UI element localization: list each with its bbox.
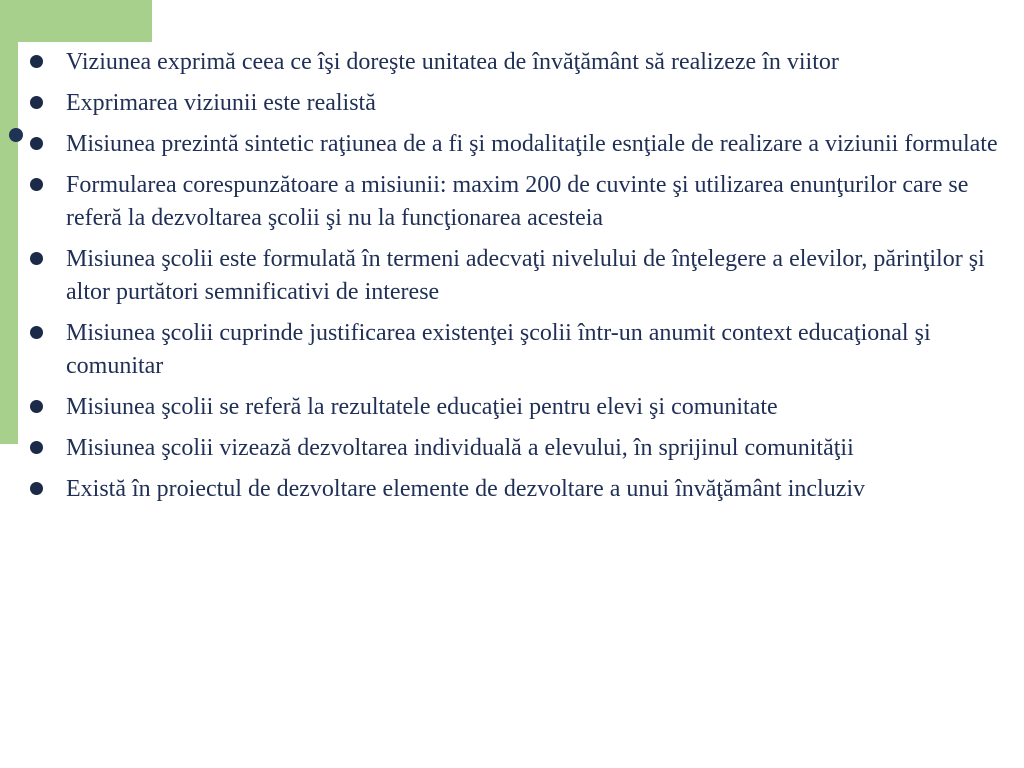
list-item	[0, 473, 1000, 506]
bullet-icon	[30, 96, 43, 109]
list-item	[0, 432, 1000, 465]
bullet-text: Misiunea prezintă sintetic raţiunea de a fi şi modalitaţile esnţiale de realizare a viziunii formulate	[66, 131, 998, 157]
bullet-icon	[30, 137, 43, 150]
bullet-text: Misiunea şcolii se referă la rezultatele educaţiei pentru elevi şi comunitate	[66, 394, 778, 420]
bullet-content	[0, 46, 1000, 746]
list-item	[0, 128, 1000, 161]
bullet-icon	[30, 252, 43, 265]
list-item	[0, 87, 1000, 120]
bullet-icon	[30, 482, 43, 495]
bullet-text: Misiunea şcolii vizează dezvoltarea individuală a elevului, în sprijinul comunităţii	[66, 435, 854, 461]
list-item	[0, 169, 1000, 235]
bullet-icon	[30, 178, 43, 191]
bullet-text: Exprimarea viziunii este realistă	[66, 90, 376, 116]
list-item	[0, 391, 1000, 424]
list-item	[0, 46, 1000, 79]
bullet-text: Formularea corespunzătoare a misiunii: maxim 200 de cuvinte şi utilizarea enunţurilor care se referă la dezvoltarea şcolii şi nu la funcţionarea acesteia	[66, 172, 969, 231]
bullet-icon	[30, 400, 43, 413]
bullet-text: Există în proiectul de dezvoltare elemente de dezvoltare a unui învăţământ incluziv	[66, 476, 866, 502]
bullet-list	[0, 46, 1000, 506]
list-item	[0, 317, 1000, 383]
bullet-icon	[30, 441, 43, 454]
list-item	[0, 243, 1000, 309]
bullet-text: Misiunea şcolii cuprinde justificarea existenţei şcolii într-un anumit context educaţional şi comunitar	[66, 320, 931, 379]
bullet-text: Viziunea exprimă ceea ce îşi doreşte unitatea de învăţământ să realizeze în viitor	[66, 49, 839, 75]
bullet-icon	[30, 55, 43, 68]
bullet-text: Misiunea şcolii este formulată în termeni adecvaţi nivelului de înţelegere a elevilor, părinţilor şi altor purtători semnificativi de interese	[66, 246, 985, 305]
bullet-icon	[30, 326, 43, 339]
